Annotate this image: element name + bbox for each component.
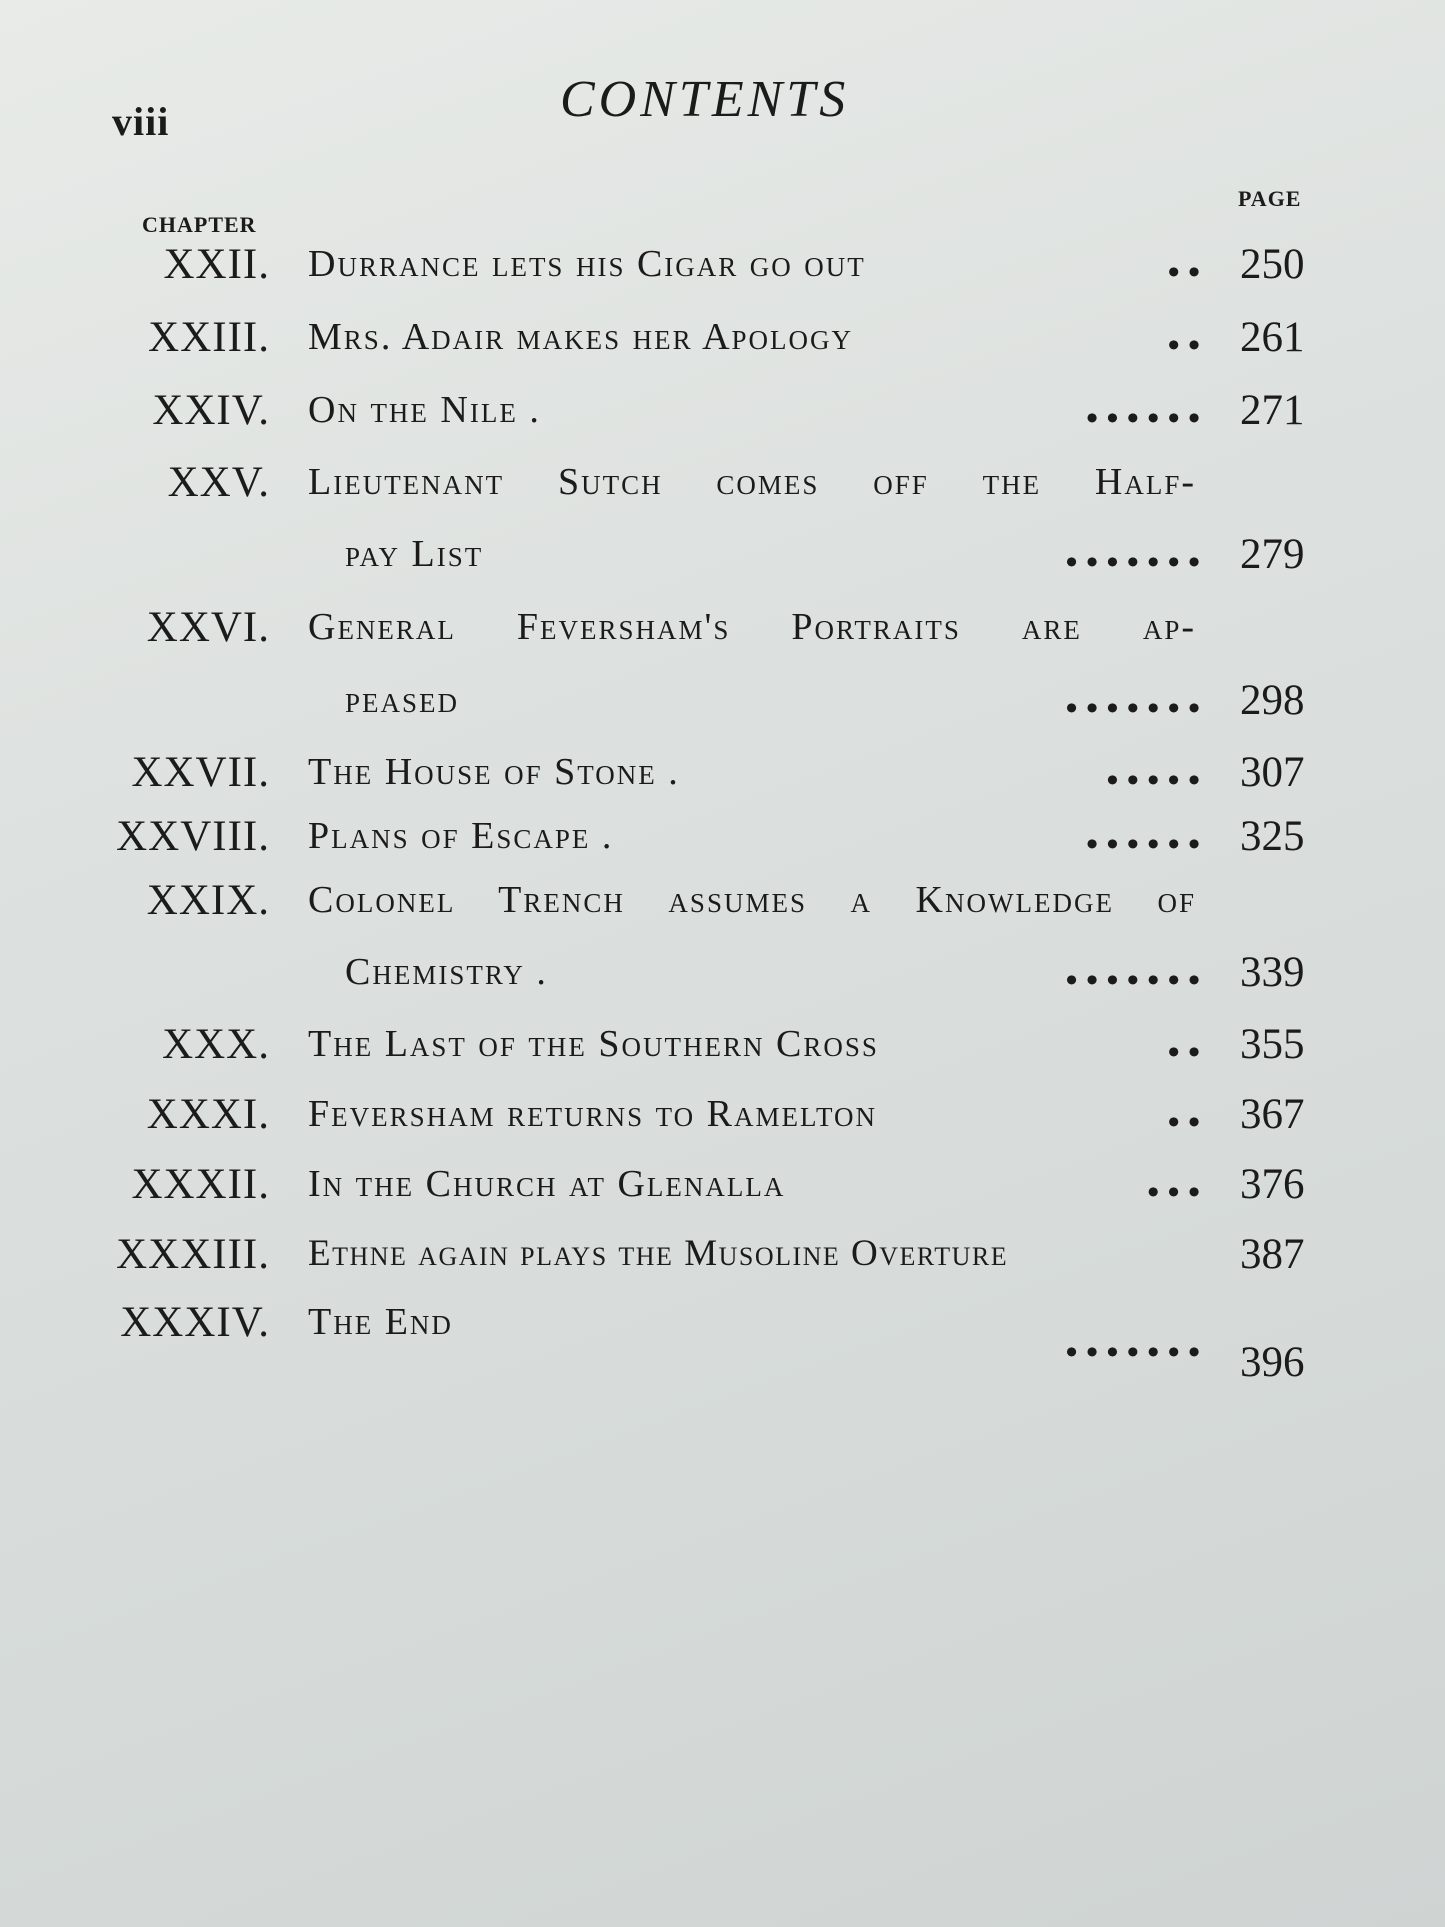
chapter-number: XXV. [167,459,270,506]
page-number: viii [112,99,170,144]
chapter-number: XXXIV. [120,1299,270,1346]
page-ref: 396 [1240,1339,1305,1386]
chapter-title: The House of Stone . [308,751,680,793]
chapter-number: XXVI. [146,604,270,651]
toc-entry [0,1230,1445,1290]
dot-leaders: • • [1167,1104,1200,1141]
toc-entry-continuation [0,530,1445,590]
toc-entry [0,1020,1445,1080]
chapter-title: Durrance lets his Cigar go out [308,243,866,285]
dot-leaders: • • • • • • • [1065,690,1200,727]
page-ref: 271 [1240,387,1305,434]
running-head: CONTENTS [560,71,850,128]
dot-leaders: • • • • • • • [1065,1334,1200,1371]
toc-entry [0,876,1445,936]
page-ref: 261 [1240,314,1305,361]
dot-leaders: • • • • • [1106,762,1200,799]
page-ref: 250 [1240,241,1305,288]
chapter-title-continuation: peased [345,679,460,721]
chapter-title: Colonel Trench assumes a Knowledge of [308,879,1196,921]
toc-entry [0,458,1445,518]
chapter-number: XXX. [162,1021,270,1068]
toc-entry [0,386,1445,446]
toc-entry [0,240,1445,300]
toc-entry [0,812,1445,872]
toc-entry-continuation [0,948,1445,1008]
chapter-title-continuation: Chemistry . [345,951,548,993]
dot-leaders: • • [1167,1034,1200,1071]
chapter-number: XXIII. [148,314,270,361]
chapter-number: XXXI. [146,1091,270,1138]
chapter-column-label: CHAPTER [142,212,257,237]
dot-leaders: • • [1167,254,1200,291]
page-ref: 376 [1240,1161,1305,1208]
dot-leaders: • • • • • • • [1065,544,1200,581]
dot-leaders: • • • • • • • [1065,962,1200,999]
page-column-label: PAGE [1238,186,1302,211]
chapter-title: The End [308,1301,453,1343]
chapter-number: XXXIII. [116,1231,270,1278]
toc-entry [0,603,1445,663]
toc-entry-continuation [0,676,1445,736]
page-ref: 367 [1240,1091,1305,1138]
chapter-title: The Last of the Southern Cross [308,1023,879,1065]
chapter-title: Lieutenant Sutch comes off the Half- [308,461,1196,503]
chapter-title: Feversham returns to Ramelton [308,1093,878,1135]
chapter-number: XXIX. [146,877,270,924]
toc-entry [0,1160,1445,1220]
chapter-title: On the Nile . [308,389,541,431]
dot-leaders: • • [1167,327,1200,364]
toc-entry [0,313,1445,373]
chapter-title: Mrs. Adair makes her Apology [308,316,854,358]
toc-entry [0,1298,1445,1386]
page-ref: 298 [1240,677,1305,724]
chapter-number: XXIV. [152,387,270,434]
chapter-number: XXVIII. [116,813,270,860]
page-ref: 339 [1240,949,1305,996]
chapter-number: XXXII. [131,1161,270,1208]
chapter-title-continuation: pay List [345,533,484,575]
chapter-title: General Feversham's Portraits are ap- [308,606,1196,648]
dot-leaders: • • • [1147,1174,1200,1211]
toc-entry [0,1090,1445,1150]
toc-entry [0,748,1445,808]
chapter-number: XXII. [163,241,270,288]
chapter-title: Plans of Escape . [308,815,614,857]
dot-leaders: • • • • • • [1086,400,1200,437]
page-ref: 355 [1240,1021,1305,1068]
chapter-number: XXVII. [131,749,270,796]
page-ref: 325 [1240,813,1305,860]
chapter-title: Ethne again plays the Musoline Overture [308,1233,1009,1274]
chapter-title: In the Church at Glenalla [308,1163,786,1205]
page-ref: 279 [1240,531,1305,578]
page-ref: 307 [1240,749,1305,796]
page-ref: 387 [1240,1231,1305,1278]
dot-leaders: • • • • • • [1086,826,1200,863]
